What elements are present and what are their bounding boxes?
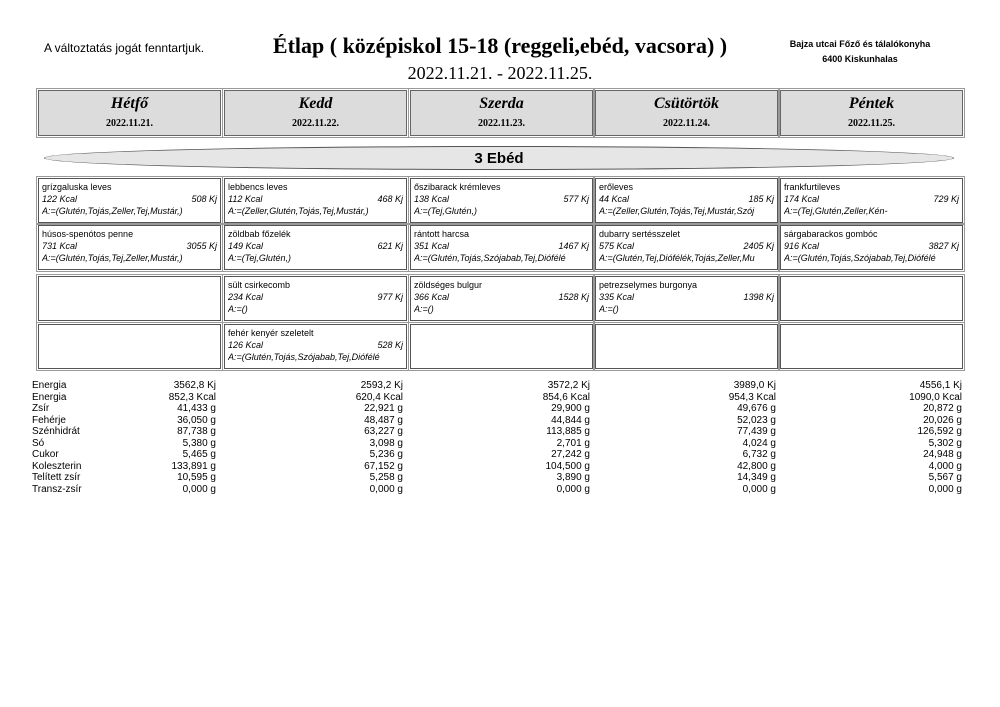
- dish-allergens: A:=(Glutén,Tojás,Szójabab,Tej,Diófélé: [784, 253, 936, 263]
- dish-allergens: A:=(Tej,Glutén,): [228, 253, 291, 263]
- nutrient-value: 14,349 g: [737, 472, 776, 483]
- dish-kcal: 916 Kcal: [784, 241, 820, 251]
- dish-allergens: A:=(): [228, 304, 248, 314]
- nutrient-label: Koleszterin: [32, 460, 82, 472]
- menu-item-cell: [595, 225, 778, 270]
- dish-kj: 977 Kj: [377, 292, 403, 302]
- day-name: Kedd: [298, 95, 333, 112]
- nutrient-value: 5,465 g: [182, 449, 216, 460]
- dish-kj: 577 Kj: [563, 194, 589, 204]
- nutrient-label: Energia: [32, 380, 67, 391]
- dish-kcal: 351 Kcal: [414, 241, 450, 251]
- dish-kcal: 44 Kcal: [599, 194, 630, 204]
- nutrient-value: 852,3 Kcal: [168, 391, 216, 403]
- day-name: Csütörtök: [654, 95, 719, 112]
- menu-item-cell: [224, 324, 407, 369]
- page-title: Étlap ( középiskol 15-18 (reggeli,ebéd, vacsora) ): [272, 33, 728, 58]
- dish-kcal: 335 Kcal: [599, 292, 635, 302]
- dish-allergens: A:=(Zeller,Glutén,Tojás,Tej,Mustár,): [228, 206, 369, 216]
- dish-name: erőleves: [599, 182, 634, 192]
- day-date: 2022.11.22.: [292, 118, 339, 129]
- nutrient-value: 67,152 g: [364, 460, 403, 472]
- menu-item-cell: [224, 225, 407, 270]
- nutrient-value: 854,6 Kcal: [542, 391, 590, 403]
- nutrient-value: 620,4 Kcal: [355, 391, 403, 403]
- day-date: 2022.11.24.: [663, 118, 710, 129]
- empty-cell: [38, 276, 221, 321]
- dish-kj: 1398 Kj: [743, 292, 774, 302]
- nutrient-value: 4,000 g: [928, 460, 962, 472]
- dish-allergens: A:=(Glutén,Tojás,Tej,Zeller,Mustár,): [42, 253, 183, 263]
- dish-kj: 185 Kj: [748, 194, 774, 204]
- nutrient-value: 126,592 g: [917, 426, 962, 437]
- dish-name: őszibarack krémleves: [414, 182, 501, 192]
- dish-allergens: A:=(Glutén,Tojás,Szójabab,Tej,Diófélé: [414, 253, 566, 263]
- day-name: Péntek: [848, 95, 895, 112]
- nutrient-value: 0,000 g: [928, 483, 962, 495]
- nutrient-label: Transz-zsír: [32, 483, 82, 495]
- dish-kcal: 112 Kcal: [228, 194, 263, 204]
- dish-name: dubarry sertésszelet: [599, 229, 681, 239]
- nutrient-label: Só: [32, 437, 45, 449]
- empty-cell: [38, 324, 221, 369]
- nutrient-value: 22,921 g: [364, 403, 403, 414]
- nutrient-value: 3989,0 Kj: [733, 380, 776, 391]
- menu-item-cell: [780, 178, 963, 223]
- nutrient-value: 3562,8 Kj: [173, 380, 216, 391]
- nutrient-value: 20,872 g: [923, 403, 962, 414]
- dish-allergens: A:=(): [599, 304, 619, 314]
- nutrient-value: 1090,0 Kcal: [909, 391, 962, 403]
- dish-name: lebbencs leves: [228, 182, 288, 192]
- dish-name: sült csirkecomb: [228, 280, 291, 290]
- nutrient-value: 29,900 g: [551, 403, 590, 414]
- nutrient-value: 5,380 g: [182, 437, 216, 449]
- menu-item-cell: [595, 276, 778, 321]
- menu-item-cell: [410, 225, 593, 270]
- nutrient-value: 3,098 g: [369, 437, 403, 449]
- nutrient-value: 0,000 g: [182, 483, 216, 495]
- kitchen-info: [760, 37, 960, 67]
- day-header: [595, 90, 778, 136]
- dish-kj: 729 Kj: [933, 194, 959, 204]
- dish-name: fehér kenyér szeletelt: [228, 328, 314, 338]
- menu-item-cell: [595, 178, 778, 223]
- day-name: Hétfő: [110, 95, 149, 112]
- day-date: 2022.11.21.: [106, 118, 153, 129]
- dish-allergens: A:=(Glutén,Tojás,Zeller,Tej,Mustár,): [42, 206, 183, 216]
- nutrient-value: 42,800 g: [737, 460, 776, 472]
- dish-allergens: A:=(): [414, 304, 434, 314]
- dish-kj: 1467 Kj: [558, 241, 589, 251]
- day-name: Szerda: [479, 95, 524, 112]
- nutrient-value: 5,258 g: [369, 472, 403, 483]
- dish-name: frankfurtileves: [784, 182, 841, 192]
- dish-allergens: A:=(Glutén,Tojás,Szójabab,Tej,Diófélé: [228, 352, 380, 362]
- dish-kj: 3827 Kj: [928, 241, 959, 251]
- nutrient-value: 10,595 g: [177, 472, 216, 483]
- nutrient-value: 0,000 g: [556, 483, 590, 495]
- menu-item-cell: [38, 178, 221, 223]
- nutrient-label: Zsír: [32, 403, 50, 414]
- dish-name: zöldséges bulgur: [414, 280, 483, 290]
- nutrient-value: 87,738 g: [177, 426, 216, 437]
- nutrient-label: Energia: [32, 391, 67, 403]
- menu-item-cell: [38, 225, 221, 270]
- nutrient-value: 0,000 g: [742, 483, 776, 495]
- day-header: [38, 90, 221, 136]
- dish-allergens: A:=(Tej,Glutén,): [414, 206, 477, 216]
- dish-allergens: A:=(Tej,Glutén,Zeller,Kén-: [784, 206, 888, 216]
- nutrient-value: 133,891 g: [171, 460, 216, 472]
- dish-kj: 468 Kj: [377, 194, 403, 204]
- nutrient-value: 49,676 g: [737, 403, 776, 414]
- dish-kcal: 731 Kcal: [42, 241, 78, 251]
- nutrient-value: 63,227 g: [364, 426, 403, 437]
- nutrient-value: 954,3 Kcal: [728, 391, 776, 403]
- nutrient-label: Telített zsír: [32, 472, 81, 483]
- disclaimer: A változtatás jogát fenntartjuk.: [44, 41, 205, 55]
- nutrient-value: 2593,2 Kj: [360, 380, 403, 391]
- dish-kj: 508 Kj: [191, 194, 217, 204]
- nutrient-value: 5,302 g: [928, 437, 962, 449]
- nutrient-value: 5,567 g: [928, 472, 962, 483]
- nutrient-label: Szénhidrát: [32, 426, 80, 437]
- nutrient-value: 5,236 g: [369, 449, 403, 460]
- nutrient-value: 3572,2 Kj: [547, 380, 590, 391]
- nutrient-value: 113,885 g: [546, 426, 590, 437]
- dish-kcal: 126 Kcal: [228, 340, 264, 350]
- nutrient-value: 77,439 g: [737, 426, 776, 437]
- dish-kj: 1528 Kj: [558, 292, 589, 302]
- dish-name: zöldbab főzelék: [228, 229, 291, 239]
- nutrient-value: 0,000 g: [369, 483, 403, 495]
- nutrient-value: 24,948 g: [923, 449, 962, 460]
- nutrient-value: 27,242 g: [551, 449, 590, 460]
- empty-cell: [410, 324, 593, 369]
- day-date: 2022.11.25.: [848, 118, 895, 129]
- nutrient-value: 6,732 g: [742, 449, 776, 460]
- dish-name: rántott harcsa: [414, 229, 470, 239]
- menu-item-cell: [410, 178, 593, 223]
- day-header: [224, 90, 407, 136]
- dish-kj: 621 Kj: [377, 241, 403, 251]
- dish-name: húsos-spenótos penne: [42, 229, 134, 239]
- nutrient-value: 52,023 g: [737, 414, 776, 426]
- dish-kcal: 366 Kcal: [414, 292, 450, 302]
- kitchen-city: 6400 Kiskunhalas: [822, 54, 898, 64]
- dish-allergens: A:=(Zeller,Glutén,Tojás,Tej,Mustár,Szój: [599, 206, 755, 216]
- dish-allergens: A:=(Glutén,Tej,Diófélék,Tojás,Zeller,Mu: [599, 253, 755, 263]
- empty-cell: [780, 324, 963, 369]
- kitchen-name: Bajza utcai Főző és tálalókonyha: [789, 39, 931, 49]
- dish-kj: 2405 Kj: [743, 241, 774, 251]
- nutrient-label: Fehérje: [32, 414, 66, 426]
- date-range: 2022.11.21. - 2022.11.25.: [407, 63, 593, 83]
- menu-item-cell: [780, 225, 963, 270]
- menu-item-cell: [224, 178, 407, 223]
- nutrient-value: 3,890 g: [556, 472, 590, 483]
- dish-kcal: 174 Kcal: [784, 194, 820, 204]
- nutrient-value: 48,487 g: [364, 414, 403, 426]
- day-header: [780, 90, 963, 136]
- dish-kj: 528 Kj: [377, 340, 403, 350]
- dish-name: sárgabarackos gombóc: [784, 229, 878, 239]
- nutrient-value: 4556,1 Kj: [919, 380, 962, 391]
- dish-kcal: 149 Kcal: [228, 241, 264, 251]
- dish-kcal: 234 Kcal: [228, 292, 264, 302]
- nutrient-value: 41,433 g: [177, 403, 216, 414]
- menu-item-cell: [224, 276, 407, 321]
- nutrient-value: 104,500 g: [545, 460, 590, 472]
- dish-kcal: 122 Kcal: [42, 194, 78, 204]
- meal-section-title: 3 Ebéd: [44, 146, 954, 170]
- empty-cell: [595, 324, 778, 369]
- nutrient-value: 4,024 g: [742, 437, 776, 449]
- day-header: [410, 90, 593, 136]
- dish-kj: 3055 Kj: [186, 241, 217, 251]
- menu-item-cell: [410, 276, 593, 321]
- nutrient-value: 44,844 g: [551, 414, 590, 426]
- nutrient-value: 20,026 g: [923, 414, 962, 426]
- dish-kcal: 138 Kcal: [414, 194, 450, 204]
- nutrient-value: 2,701 g: [556, 437, 590, 449]
- nutrient-value: 36,050 g: [177, 414, 216, 426]
- dish-name: petrezselymes burgonya: [599, 280, 698, 290]
- empty-cell: [780, 276, 963, 321]
- nutrient-label: Cukor: [32, 449, 59, 460]
- dish-name: grízgaluska leves: [42, 182, 112, 192]
- dish-kcal: 575 Kcal: [599, 241, 635, 251]
- day-date: 2022.11.23.: [478, 118, 525, 129]
